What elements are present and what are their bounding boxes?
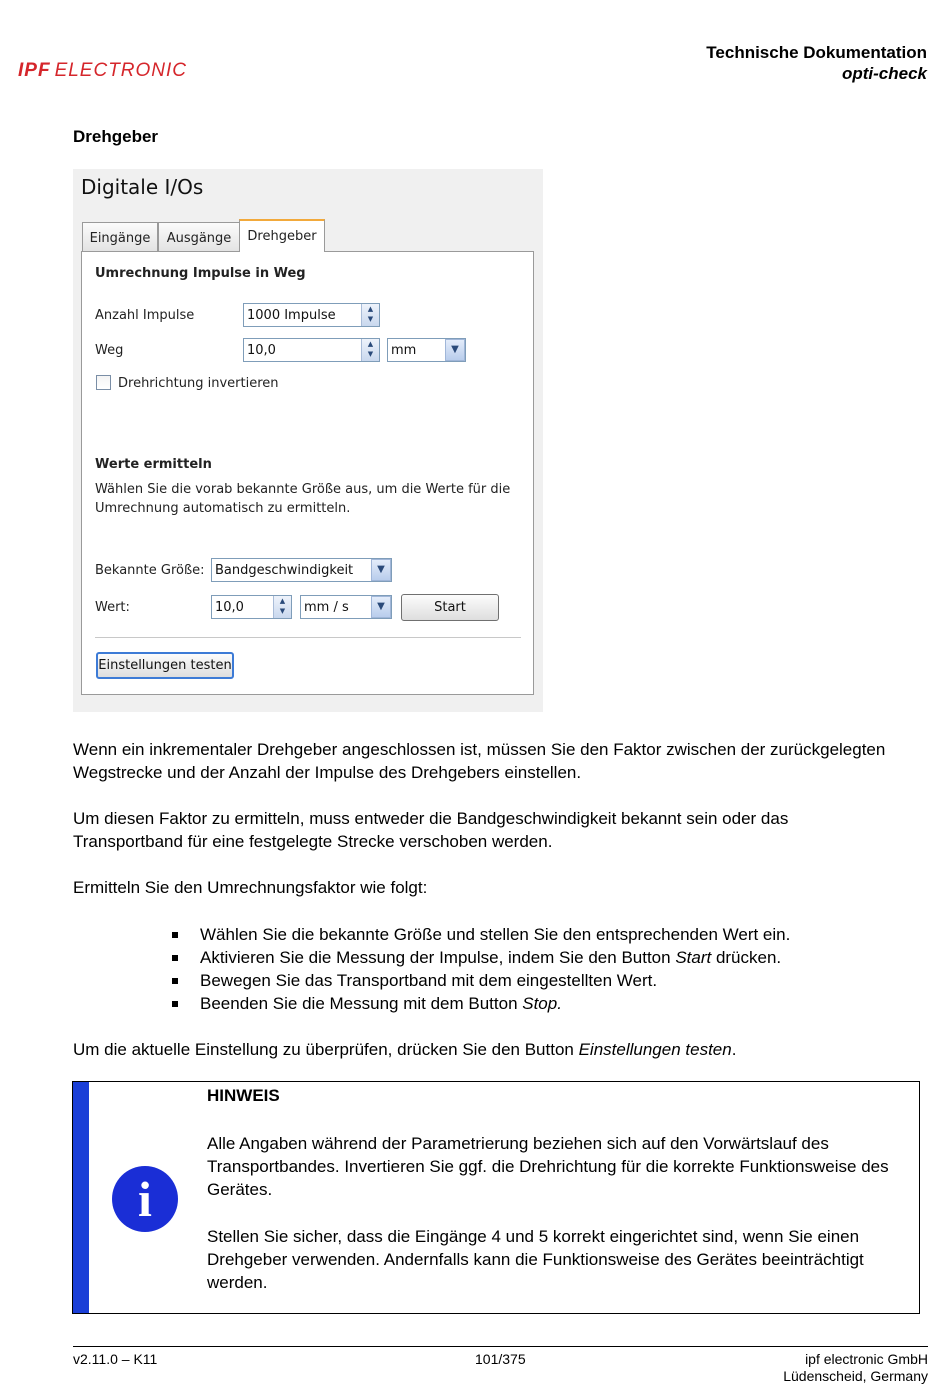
dialog-screenshot	[73, 169, 543, 712]
info-icon: i	[112, 1166, 178, 1232]
note-box	[72, 1081, 920, 1314]
tab-drehgeber[interactable]: Drehgeber	[239, 219, 325, 252]
invert-checkbox[interactable]	[96, 375, 111, 390]
impulse-spinbox[interactable]	[243, 303, 380, 327]
bullet-icon	[172, 932, 178, 938]
header-subtitle: opti-check	[841, 64, 927, 83]
group-title-werte: Werte ermitteln	[95, 457, 212, 472]
footer-company: ipf electronic GmbH	[805, 1351, 928, 1367]
dialog-title: Digitale I/Os	[81, 175, 204, 199]
paragraph-intro	[73, 738, 885, 784]
weg-unit-value: mm	[391, 343, 417, 358]
paragraph-steps-intro: Ermitteln Sie den Umrechnungsfaktor wie folgt:	[73, 878, 428, 897]
section-title: Drehgeber	[73, 127, 159, 146]
note-text-1: Alle Angaben während der Parametrierung beziehen sich auf den Vorwärtslauf des Transportbandes. Invertieren Sie ggf. die Drehrichtung für die korrekte Funktionsweise des Gerätes.	[207, 1134, 889, 1199]
bullet-icon	[172, 955, 178, 961]
header-title: Technische Dokumentation	[706, 43, 927, 62]
paragraph-intro-line1: Wenn ein inkrementaler Drehgeber angeschlossen ist, müssen Sie den Faktor zwischen der zurückgelegten	[73, 740, 886, 759]
wert-spin-arrows-icon[interactable]: ▲ ▼	[273, 596, 291, 618]
list-item: Beenden Sie die Messung mit dem Button Stop.	[166, 992, 790, 1015]
wert-unit-select[interactable]	[300, 595, 392, 619]
list-item: Wählen Sie die bekannte Größe und stellen Sie den entsprechenden Wert ein.	[166, 923, 790, 946]
group-title-umrechnung: Umrechnung Impulse in Weg	[95, 266, 306, 281]
bullet-icon	[172, 978, 178, 984]
note-heading: HINWEIS	[207, 1086, 280, 1105]
paragraph-factor-line2: Transportband für eine festgelegte Strecke verschoben werden.	[73, 832, 553, 851]
wert-value: 10,0	[215, 600, 244, 615]
steps-list	[166, 923, 790, 1015]
chevron-down-icon[interactable]: ▼	[371, 559, 391, 581]
known-quantity-value: Bandgeschwindigkeit	[215, 563, 354, 578]
wert-unit-value: mm / s	[304, 600, 349, 615]
footer-rule	[73, 1346, 928, 1347]
chevron-down-icon[interactable]: ▼	[371, 596, 391, 618]
tab-ausgaenge[interactable]: Ausgänge	[158, 222, 240, 251]
tab-eingaenge[interactable]: Eingänge	[82, 222, 158, 251]
paragraph-factor-line1: Um diesen Faktor zu ermitteln, muss entweder die Bandgeschwindigkeit bekannt sein oder das	[73, 809, 789, 828]
start-button[interactable]: Start	[401, 594, 499, 621]
test-settings-button[interactable]: Einstellungen testen	[96, 652, 234, 679]
werte-description-line2: Umrechnung automatisch zu ermitteln.	[95, 501, 351, 516]
wert-spinbox[interactable]	[211, 595, 292, 619]
known-quantity-label: Bekannte Größe:	[95, 563, 205, 578]
footer-location: Lüdenscheid, Germany	[783, 1368, 928, 1384]
paragraph-factor	[73, 807, 788, 853]
impulse-value: 1000 Impulse	[247, 308, 336, 323]
chevron-down-icon[interactable]: ▼	[445, 339, 465, 361]
wert-label: Wert:	[95, 600, 130, 615]
note-text-2: Stellen Sie sicher, dass die Eingänge 4 und 5 korrekt eingerichtet sind, wenn Sie einen Drehgeber verwenden. Andernfalls kann die Funktionsweise des Gerätes beeinträchtigt werden.	[207, 1227, 864, 1292]
logo-electronic: ELECTRONIC	[54, 60, 188, 81]
paragraph-test: Um die aktuelle Einstellung zu überprüfen, drücken Sie den Button Einstellungen testen.	[73, 1040, 737, 1059]
paragraph-intro-line2: Wegstrecke und der Anzahl der Impulse des Drehgebers einstellen.	[73, 763, 582, 782]
impulse-spin-arrows-icon[interactable]: ▲ ▼	[361, 304, 379, 326]
werte-description-line1: Wählen Sie die vorab bekannte Größe aus, um die Werte für die	[95, 482, 511, 497]
company-logo	[18, 60, 187, 82]
weg-spinbox[interactable]	[243, 338, 380, 362]
note-accent-bar	[73, 1082, 89, 1313]
invert-label: Drehrichtung invertieren	[118, 376, 279, 391]
weg-unit-select[interactable]	[387, 338, 466, 362]
bullet-icon	[172, 1001, 178, 1007]
logo-ipf: IPF	[18, 60, 51, 81]
known-quantity-select[interactable]	[211, 558, 392, 582]
footer-page-number: 101/375	[475, 1351, 526, 1367]
divider	[95, 637, 521, 638]
impulse-label: Anzahl Impulse	[95, 308, 195, 323]
footer-version: v2.11.0 – K11	[73, 1351, 158, 1367]
weg-spin-arrows-icon[interactable]: ▲ ▼	[361, 339, 379, 361]
tab-panel	[81, 251, 534, 695]
list-item: Aktivieren Sie die Messung der Impulse, indem Sie den Button Start drücken.	[166, 946, 790, 969]
list-item: Bewegen Sie das Transportband mit dem eingestellten Wert.	[166, 969, 790, 992]
weg-label: Weg	[95, 343, 124, 358]
weg-value: 10,0	[247, 343, 276, 358]
